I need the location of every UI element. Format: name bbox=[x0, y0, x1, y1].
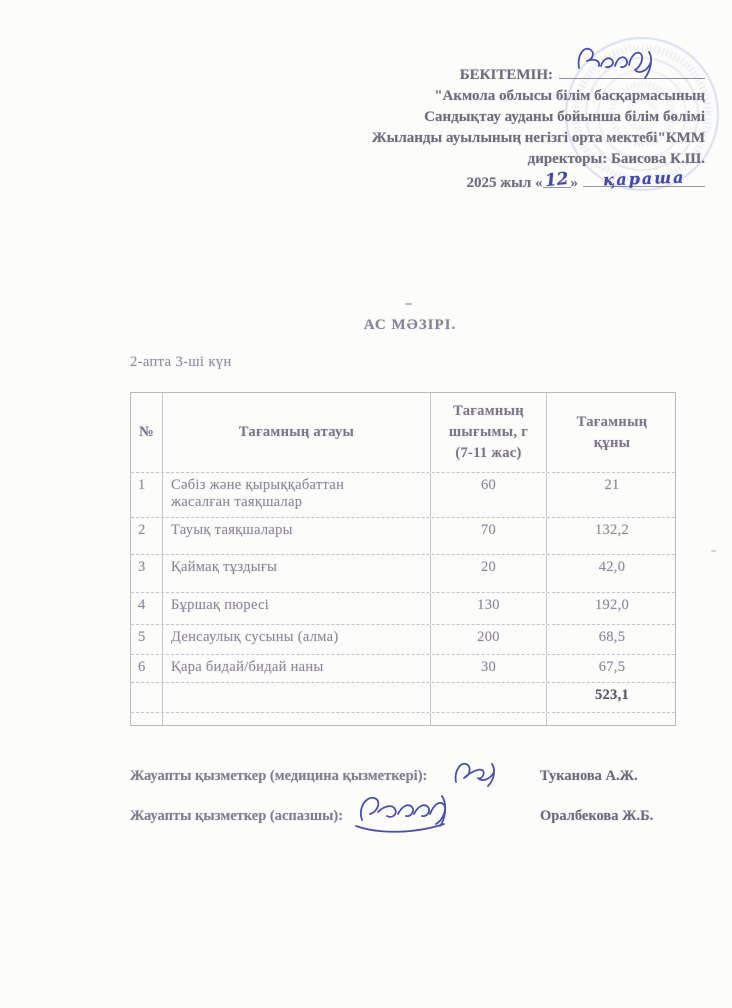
org-line-3: Жыланды ауылының негізгі орта мектебі"КММ bbox=[371, 130, 705, 146]
empty-cell bbox=[547, 713, 677, 725]
table-total-row bbox=[131, 682, 675, 712]
cook-signature-icon bbox=[348, 788, 464, 838]
empty-cell bbox=[131, 683, 163, 712]
signatory-label: Жауапты қызметкер (аспазшы): bbox=[130, 808, 344, 824]
table-row bbox=[131, 554, 675, 592]
table-row bbox=[131, 517, 675, 554]
row-number: 1 bbox=[131, 473, 163, 517]
scan-speck bbox=[405, 303, 412, 305]
header-number: № bbox=[131, 393, 163, 472]
dish-cost: 132,2 bbox=[594, 522, 630, 538]
year-prefix: 2025 жыл « bbox=[466, 175, 543, 191]
dish-cost: 68,5 bbox=[598, 629, 626, 645]
total-cost: 523,1 bbox=[594, 687, 630, 703]
approval-block bbox=[235, 64, 705, 194]
handwritten-month: қараша bbox=[602, 167, 686, 190]
org-line-1: "Акмола облысы білім басқармасының bbox=[434, 88, 705, 104]
dish-output: 130 bbox=[431, 593, 547, 624]
empty-cell bbox=[131, 713, 163, 725]
header-dish-name: Тағамның атауы bbox=[163, 393, 431, 472]
table-row bbox=[131, 472, 675, 517]
week-day-label: 2-апта 3-ші күн bbox=[130, 354, 232, 370]
dish-name: Бұршақ пюресі bbox=[163, 593, 431, 624]
handwritten-day: 12 bbox=[543, 168, 570, 192]
row-number: 2 bbox=[131, 518, 163, 554]
director-line: директоры: Баисова К.Ш. bbox=[527, 151, 705, 167]
row-number: 4 bbox=[131, 593, 163, 624]
dish-cost: 67,5 bbox=[598, 659, 626, 675]
dish-output: 30 bbox=[431, 655, 547, 682]
empty-cell bbox=[431, 683, 547, 712]
row-number: 3 bbox=[131, 555, 163, 592]
dish-name: Денсаулық сусыны (алма) bbox=[163, 625, 431, 654]
document-title: АС МӘЗІРІ. bbox=[363, 317, 457, 333]
approve-line bbox=[235, 64, 705, 86]
day-slot bbox=[543, 168, 571, 192]
menu-table bbox=[130, 392, 676, 726]
dish-cost: 21 bbox=[604, 477, 620, 493]
dish-output: 60 bbox=[431, 473, 547, 517]
dish-output: 20 bbox=[431, 555, 547, 592]
table-row bbox=[131, 592, 675, 624]
empty-cell bbox=[163, 683, 431, 712]
dish-name: Қара бидай/бидай наны bbox=[163, 655, 431, 682]
date-line bbox=[235, 167, 705, 194]
dish-name: Тауық таяқшалары bbox=[163, 518, 431, 554]
signatory-name: Оралбекова Ж.Б. bbox=[540, 808, 654, 824]
director-signature-icon bbox=[573, 40, 669, 84]
close-quote: » bbox=[570, 175, 578, 191]
signatory-label: Жауапты қызметкер (медицина қызметкері): bbox=[130, 768, 428, 784]
row-number: 5 bbox=[131, 625, 163, 654]
header-cost: Тағамның құны bbox=[576, 413, 648, 451]
dish-name: Сәбіз және қырыққабаттан жасалған таяқшалар bbox=[163, 473, 431, 517]
month-slot bbox=[583, 167, 705, 190]
dish-name: Қаймақ тұздығы bbox=[163, 555, 431, 592]
empty-cell bbox=[163, 713, 431, 725]
director-signature-line bbox=[559, 64, 705, 79]
table-header-row bbox=[131, 393, 675, 472]
table-bottom-strip bbox=[131, 712, 675, 725]
dish-output: 70 bbox=[431, 518, 547, 554]
table-row bbox=[131, 654, 675, 682]
table-row bbox=[131, 624, 675, 654]
dish-cost: 192,0 bbox=[594, 597, 630, 613]
approve-label: БЕКІТЕМІН: bbox=[459, 67, 553, 83]
scan-speck bbox=[711, 550, 716, 552]
dish-output: 200 bbox=[431, 625, 547, 654]
signatory-name: Туканова А.Ж. bbox=[540, 768, 638, 784]
empty-cell bbox=[431, 713, 547, 725]
org-line-2: Сандықтау ауданы бойынша білім бөлімі bbox=[424, 109, 705, 125]
dish-cost: 42,0 bbox=[598, 559, 626, 575]
row-number: 6 bbox=[131, 655, 163, 682]
header-output: Тағамның шығымы, г (7-11 жас) bbox=[431, 393, 547, 472]
